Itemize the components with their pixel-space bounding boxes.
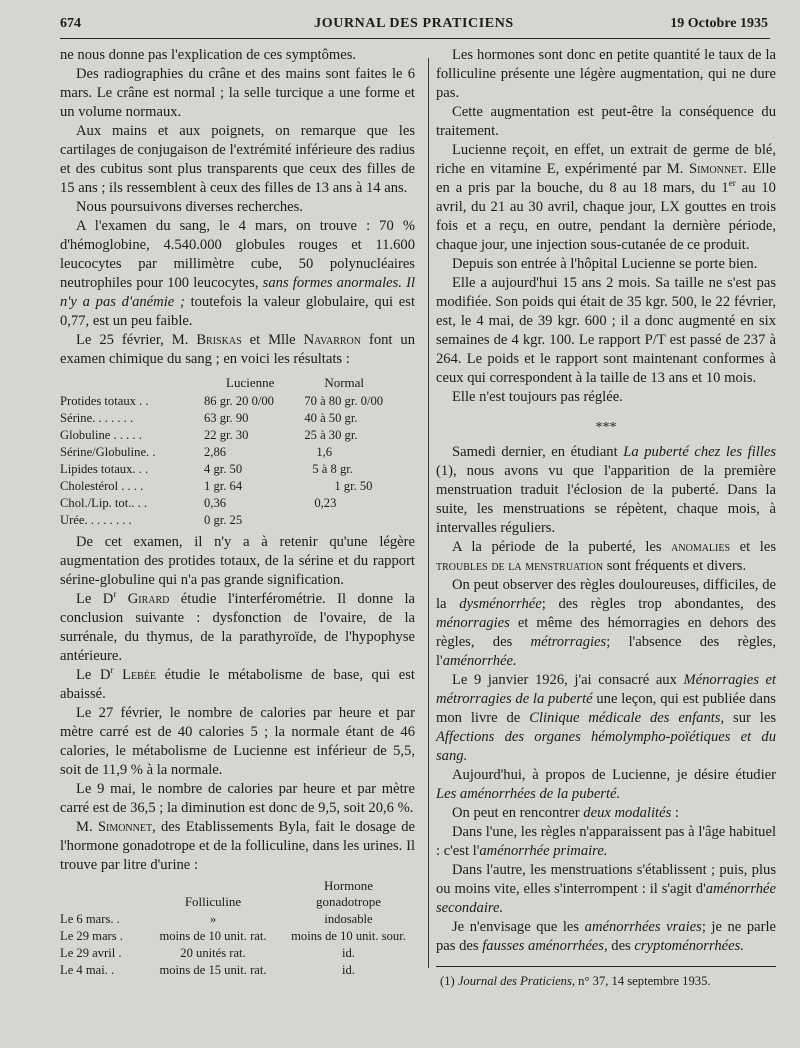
paragraph: Je n'envisage que les aménorrhées vraies; je ne parle pas des fausses aménorrhées, des cryptoménorrhées.	[436, 919, 776, 954]
paragraph: Lucienne reçoit, en effet, un extrait de germe de blé, riche en vitamine E, expérimenté par M. Simonnet. Elle en a pris par la bouche, du 8 au 18 mars, du 1er au 10 avril, du 21 au 30 avril, chaque jour, LX gouttes en trois fois et a reçu, en outre, pendant la dernière période, chaque jour, une injection sous-cutanée de ce produit.	[436, 142, 776, 253]
paragraph: Aux mains et aux poignets, on remarque que les cartilages de conjugaison de l'extrémité inférieure des radius et des cubitus sont plus transparents que ceux des filles de 15 ans ; ils ressemblent à ceux des filles de 13 ans à 14 ans.	[60, 123, 415, 196]
paragraph: Nous poursuivons diverses recherches.	[76, 199, 303, 215]
right-column	[436, 46, 776, 989]
column-header-hormone: Hormone gonadotrope	[316, 878, 381, 909]
table-row: Sérine. . . . . . . 63 gr. 90 40 à 50 gr.	[60, 411, 358, 425]
hormone-dosage-table	[60, 877, 415, 979]
paragraph: Des radiographies du crâne et des mains sont faites le 6 mars. Le crâne est normal ; la selle turcique a une forme et un volume normaux.	[60, 66, 415, 120]
paragraph: Dans l'une, les règles n'apparaissent pas à l'âge habituel : c'est l'aménorrhée primaire.	[436, 824, 776, 859]
table-row: Sérine/Globuline. . 2,86 1,6	[60, 445, 333, 459]
issue-date: 19 Octobre 1935	[670, 16, 768, 31]
header-rule	[60, 38, 770, 39]
column-header-lucienne: Lucienne	[226, 375, 275, 390]
paragraph: Le 9 mai, le nombre de calories par heure et par mètre carré est de 36,5 ; la diminution est donc de 9,5, soit 20,6 %.	[60, 781, 415, 816]
footnote: (1) Journal des Praticiens, n° 37, 14 septembre 1935.	[440, 974, 711, 988]
column-divider	[428, 58, 429, 968]
paragraph: ne nous donne pas l'explication de ces symptômes.	[60, 47, 357, 63]
table-row: Chol./Lip. tot.. . . 0,36 0,23	[60, 496, 337, 510]
paragraph: A la période de la puberté, les anomalies et les troubles de la menstruation sont fréquents et divers.	[436, 539, 776, 574]
column-header-normal: Normal	[324, 375, 365, 390]
table-row: Lipides totaux. . . 4 gr. 50 5 à 8 gr.	[60, 462, 353, 476]
paragraph: Cette augmentation est peut-être la conséquence du traitement.	[436, 104, 776, 139]
journal-title: JOURNAL DES PRATICIENS	[314, 16, 514, 31]
paragraph: A l'examen du sang, le 4 mars, on trouve : 70 % d'hémoglobine, 4.540.000 globules rouges et 11.600 leucocytes par millimètre cube, 50 polynucléaires neutrophiles pour 100 leucocytes, sans formes anormales. Il n'y a pas d'anémie ; toutefois la valeur globulaire, qui est 0,77, est un peu faible.	[60, 218, 416, 329]
paragraph: Aujourd'hui, à propos de Lucienne, je désire étudier Les aménorrhées de la puberté.	[436, 767, 776, 802]
paragraph: Le $D^r$ Lebée étudie le métabolisme de base, qui est abaissé.	[60, 665, 415, 702]
blood-chemistry-table	[60, 373, 415, 529]
table-row: Cholestérol . . . . 1 gr. 64 1 gr. 50	[60, 479, 373, 493]
table-row: Le 29 mars . moins de 10 unit. rat. moins de 10 unit. sour.	[60, 929, 406, 943]
left-column	[60, 46, 415, 979]
paragraph: Le 27 février, le nombre de calories par heure et par mètre carré est de 40 calories 5 ; la normale étant de 46 calories, le métabolisme de Lucienne est inférieur de 5,5, soit de 11,9 % à la normale.	[60, 705, 415, 778]
paragraph: De cet examen, il n'y a à retenir qu'une légère augmentation des protides totaux, de la sérine et du rapport sérine-globuline qui n'a pas grande signification.	[60, 534, 415, 588]
paragraph: On peut observer des règles douloureuses, difficiles, de la dysménorrhée; des règles trop abondantes, des ménorragies et même des hémorragies en dehors des règles, des métrorragies; l'absence des règles, l'aménorrhée.	[436, 577, 776, 669]
paragraph: Depuis son entrée à l'hôpital Lucienne se porte bien.	[452, 256, 758, 272]
paragraph: Le 25 février, M. Briskas et Mlle Navarron font un examen chimique du sang ; en voici les résultats :	[60, 332, 416, 367]
footnote-rule	[436, 966, 776, 967]
paragraph: Le $D^r$ Girard étudie l'interférométrie. Il donne la conclusion suivante : dysfonction de l'ovaire, de la surrénale, du thymus, de la parathyroïde, de l'hypophyse antérieure.	[60, 589, 415, 664]
column-header-folliculine: Folliculine	[184, 894, 242, 909]
table-row: Le 6 mars. . » indosable	[60, 912, 373, 926]
page-number: 674	[60, 16, 81, 31]
paragraph: Elle n'est toujours pas réglée.	[452, 389, 623, 405]
paragraph: Le 9 janvier 1926, j'ai consacré aux Ménorragies et métrorragies de la puberté une leçon, qui est publiée dans mon livre de Clinique médicale des enfants, sur les Affections des organes hémolympho-poïétiques et du sang.	[436, 672, 776, 764]
paragraph: Dans l'autre, les menstruations s'établissent ; puis, plus ou moins vite, elles s'interrompent : il s'agit d'aménorrhée secondaire.	[436, 862, 776, 916]
paragraph: M. Simonnet, des Etablissements Byla, fait le dosage de l'hormone gonadotrope et de la folliculine, dans les urines. Il trouve par litre d'urine :	[60, 819, 415, 873]
paragraph: On peut en rencontrer deux modalités :	[452, 805, 679, 821]
table-row: Le 29 avril . 20 unités rat. id.	[60, 946, 355, 960]
table-row: Urée. . . . . . . . 0 gr. 25	[60, 513, 243, 527]
paragraph: Elle a aujourd'hui 15 ans 2 mois. Sa taille ne s'est pas modifiée. Son poids qui était de 35 kgr. 500, le 22 février, est, le 4 mai, de 39 kgr. 600 ; il a donc augmenté en six semaines de 4 kgr. 100. Le rapport P/T est passé de 237 à 264. Le poids et le rapport sont maintenant conformes à ceux qui correspondent à la taille de 13 ans et 10 mois.	[436, 275, 776, 386]
section-separator: ***	[595, 420, 617, 435]
paragraph: Les hormones sont donc en petite quantité le taux de la folliculine présente une légère augmentation, qui ne dure pas.	[436, 47, 776, 101]
table-row: Globuline . . . . . 22 gr. 30 25 à 30 gr.	[60, 428, 358, 442]
table-row: Le 4 mai. . moins de 15 unit. rat. id.	[60, 963, 355, 977]
page-header	[60, 16, 768, 38]
paragraph: Samedi dernier, en étudiant La puberté chez les filles (1), nous avons vu que l'apparition de la première menstruation traduit l'éclosion de la puberté. Dans la suite, les menstruations se répètent, chaque mois, à intervalles réguliers.	[436, 444, 777, 536]
table-row: Protides totaux . . 86 gr. 20 0/00 70 à 80 gr. 0/00	[60, 394, 384, 408]
